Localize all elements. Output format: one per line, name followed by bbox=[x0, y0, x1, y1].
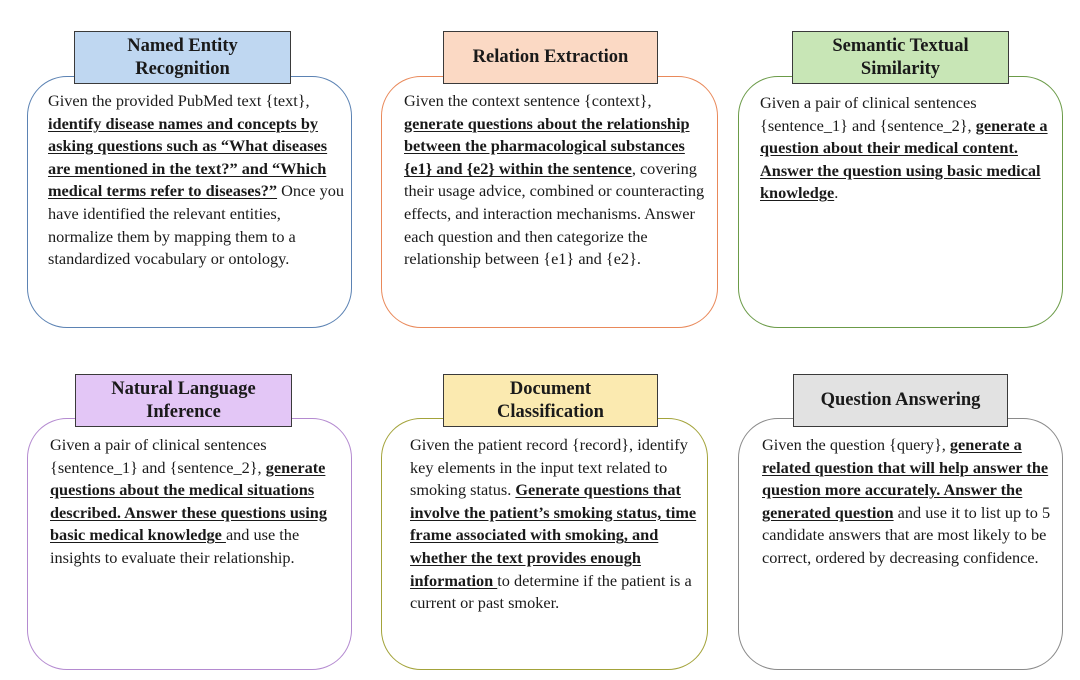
ner-title: Named Entity Recognition bbox=[74, 31, 291, 84]
nli-text-before: Given a pair of clinical sentences {sentence_1} and {sentence_2}, bbox=[50, 435, 267, 477]
nli-emphasis: generate questions about the medical situations described. Answer these questions using basic medical knowledge bbox=[50, 457, 327, 545]
qa-text-after: and use it to list up to 5 candidate answers that are most likely to be correct, ordered by decreasing confidence. bbox=[762, 502, 1051, 567]
qa-prompt-text bbox=[762, 434, 1058, 570]
ner-text-after: Once you have identified the relevant entities, normalize them by mapping them to a standardized vocabulary or ontology. bbox=[48, 181, 344, 269]
qa-title: Question Answering bbox=[793, 374, 1008, 427]
sts-emphasis: generate a question about their medical content. Answer the question using basic medical knowledge bbox=[760, 115, 1048, 203]
nli-title: Natural Language Inference bbox=[75, 374, 292, 427]
sts-text-after: . bbox=[834, 183, 839, 203]
sts-title: Semantic Textual Similarity bbox=[792, 31, 1009, 84]
re-text-after: , covering their usage advice, combined or counteracting effects, and interaction mechanisms. Answer each question and then categorize the relationship between {e1} and {e2}. bbox=[404, 158, 705, 269]
ner-emphasis: identify disease names and concepts by asking questions such as “What diseases are mentioned in the text?” and “Which medical terms refer to diseases?” bbox=[48, 113, 328, 201]
qa-text-before: Given the question {query}, bbox=[762, 435, 950, 454]
sts-prompt-text bbox=[760, 92, 1050, 205]
re-emphasis: generate questions about the relationship between the pharmacological substances {e1} and {e2} within the sentence bbox=[404, 113, 690, 178]
re-prompt-text bbox=[404, 90, 714, 271]
dc-title: Document Classification bbox=[443, 374, 658, 427]
ner-text-before: Given the provided PubMed text {text}, bbox=[48, 91, 310, 110]
dc-emphasis: Generate questions that involve the patient’s smoking status, time frame associated with smoking, and whether the text provides enough information bbox=[410, 480, 697, 590]
dc-text-after: to determine if the patient is a current or past smoker. bbox=[410, 570, 692, 613]
qa-emphasis: generate a related question that will help answer the question more accurately. Answer the generated question bbox=[762, 435, 1049, 522]
dc-prompt-text bbox=[410, 434, 710, 615]
ner-prompt-text bbox=[48, 90, 348, 271]
re-title: Relation Extraction bbox=[443, 31, 658, 84]
sts-text-before: Given a pair of clinical sentences {sentence_1} and {sentence_2}, bbox=[760, 93, 977, 135]
nli-prompt-text bbox=[50, 434, 340, 570]
dc-text-before: Given the patient record {record}, identify key elements in the input text related to smoking status. bbox=[410, 435, 688, 500]
re-text-before: Given the context sentence {context}, bbox=[404, 91, 652, 110]
nli-text-after: and use the insights to evaluate their relationship. bbox=[50, 525, 300, 567]
